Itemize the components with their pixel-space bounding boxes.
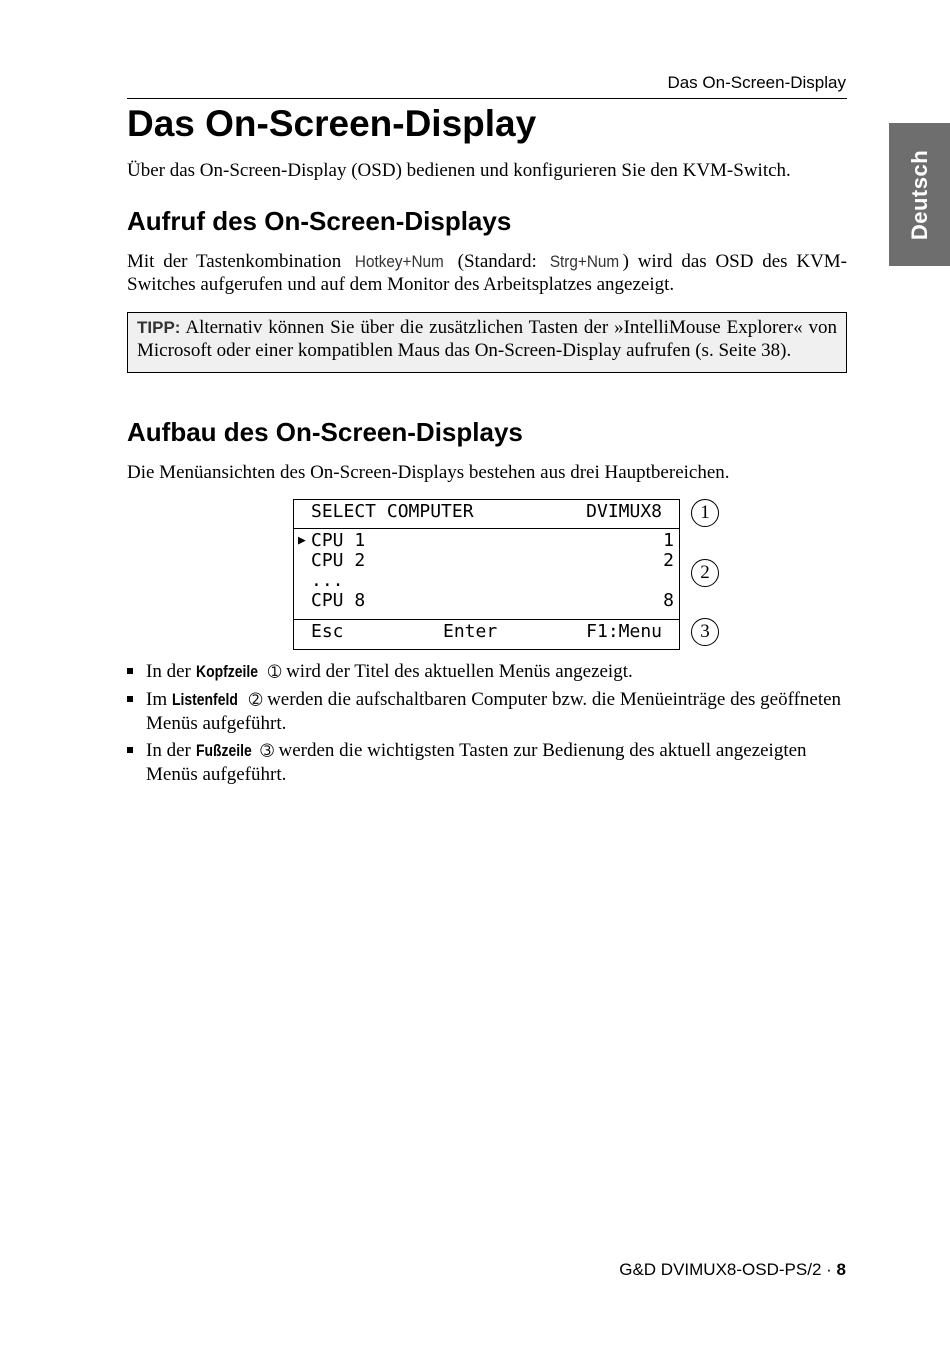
osd-list-row: [294, 530, 679, 552]
aufbau-paragraph: Die Menüansichten des On-Screen-Displays bestehen aus drei Hauptbereichen.: [127, 462, 730, 483]
osd-title: SELECT COMPUTER: [311, 501, 474, 522]
bullet-term: Listenfeld: [171, 690, 238, 709]
hotkey-label: Hotkey+Num: [355, 252, 444, 271]
osd-row-name: CPU 1: [311, 530, 366, 551]
osd-footer-esc: Esc: [311, 621, 344, 642]
bullet-text: wird der Titel des aktuellen Menüs angezeigt.: [286, 661, 633, 682]
page-footer: [127, 1260, 846, 1280]
bullet-number: ➁: [248, 692, 263, 709]
osd-row-num: 2: [663, 550, 674, 571]
osd-separator: [294, 528, 679, 529]
bullet-number: ➂: [260, 743, 274, 760]
bullet-icon: [127, 747, 133, 753]
osd-row-num: 8: [663, 590, 674, 611]
osd-diagram: [293, 499, 680, 650]
bullet-text: In der: [146, 661, 191, 682]
osd-device: DVIMUX8: [586, 501, 662, 522]
callout-2: 2: [691, 559, 719, 587]
language-tab-label: Deutsch: [906, 149, 932, 240]
list-item: [127, 688, 847, 735]
tip-label: TIPP:: [137, 318, 181, 337]
osd-list-row: [294, 550, 679, 572]
aufruf-paragraph: [127, 250, 847, 296]
section-heading-aufbau: Aufbau des On-Screen-Displays: [127, 417, 523, 447]
callout-3: 3: [691, 618, 719, 646]
page-title: Das On-Screen-Display: [127, 103, 537, 144]
osd-row-name: CPU 2: [311, 550, 366, 571]
intro-paragraph: Über das On-Screen-Display (OSD) bedienen und konfigurieren Sie den KVM-Switch.: [127, 160, 791, 181]
aufruf-text-1: Mit der Tastenkombination: [127, 251, 342, 272]
aufruf-text-3: ) wird das OSD des KVM-Switches aufgerufen und auf dem Monitor des Arbeitsplatzes angezeigt.: [127, 251, 848, 295]
bullet-icon: [127, 696, 133, 702]
section-heading-aufruf: Aufruf des On-Screen-Displays: [127, 206, 512, 236]
running-header: Das On-Screen-Display: [667, 73, 846, 92]
osd-footer-enter: Enter: [443, 621, 498, 642]
bullet-text: Im: [146, 689, 168, 710]
osd-footer-menu: F1:Menu: [586, 621, 662, 642]
tip-box: [127, 312, 847, 373]
osd-row-num: 1: [663, 530, 674, 551]
osd-header-row: [294, 501, 679, 523]
bullet-number: ➀: [267, 664, 282, 681]
bullet-term: Fußzeile: [195, 741, 252, 760]
bullet-text: In der: [146, 740, 191, 761]
osd-separator: [294, 619, 679, 620]
osd-list-row: [294, 570, 679, 592]
bullet-term: Kopfzeile: [195, 662, 258, 681]
bullet-text: werden die wichtigsten Tasten zur Bedienung des aktuell angezeigten Menüs aufgeführt.: [146, 740, 807, 785]
list-item: [127, 660, 847, 684]
bullet-list: [127, 660, 847, 790]
aufruf-text-2: (Standard:: [457, 251, 537, 272]
osd-footer-row: [294, 621, 679, 643]
osd-row-name: ...: [311, 570, 344, 591]
page-number: 8: [836, 1260, 846, 1279]
bullet-icon: [127, 668, 133, 674]
osd-row-name: CPU 8: [311, 590, 366, 611]
language-tab: [889, 123, 950, 266]
footer-product: G&D DVIMUX8-OSD-PS/2 ·: [619, 1260, 832, 1279]
list-item: [127, 739, 847, 786]
osd-list-row: [294, 590, 679, 612]
bullet-text: werden die aufschaltbaren Computer bzw. die Menüeinträge des geöffneten Menüs aufgeführt.: [146, 689, 842, 734]
default-key-label: Strg+Num: [549, 252, 619, 271]
callout-1: 1: [691, 499, 719, 527]
header-rule: [127, 98, 847, 99]
selection-cursor-icon: ▶: [298, 533, 306, 548]
tip-text: Alternativ können Sie über die zusätzlichen Tasten der »IntelliMouse Explorer« von Microsoft oder einer kompatiblen Maus das On-Screen-Display aufrufen (s. Seite 38).: [137, 317, 838, 361]
